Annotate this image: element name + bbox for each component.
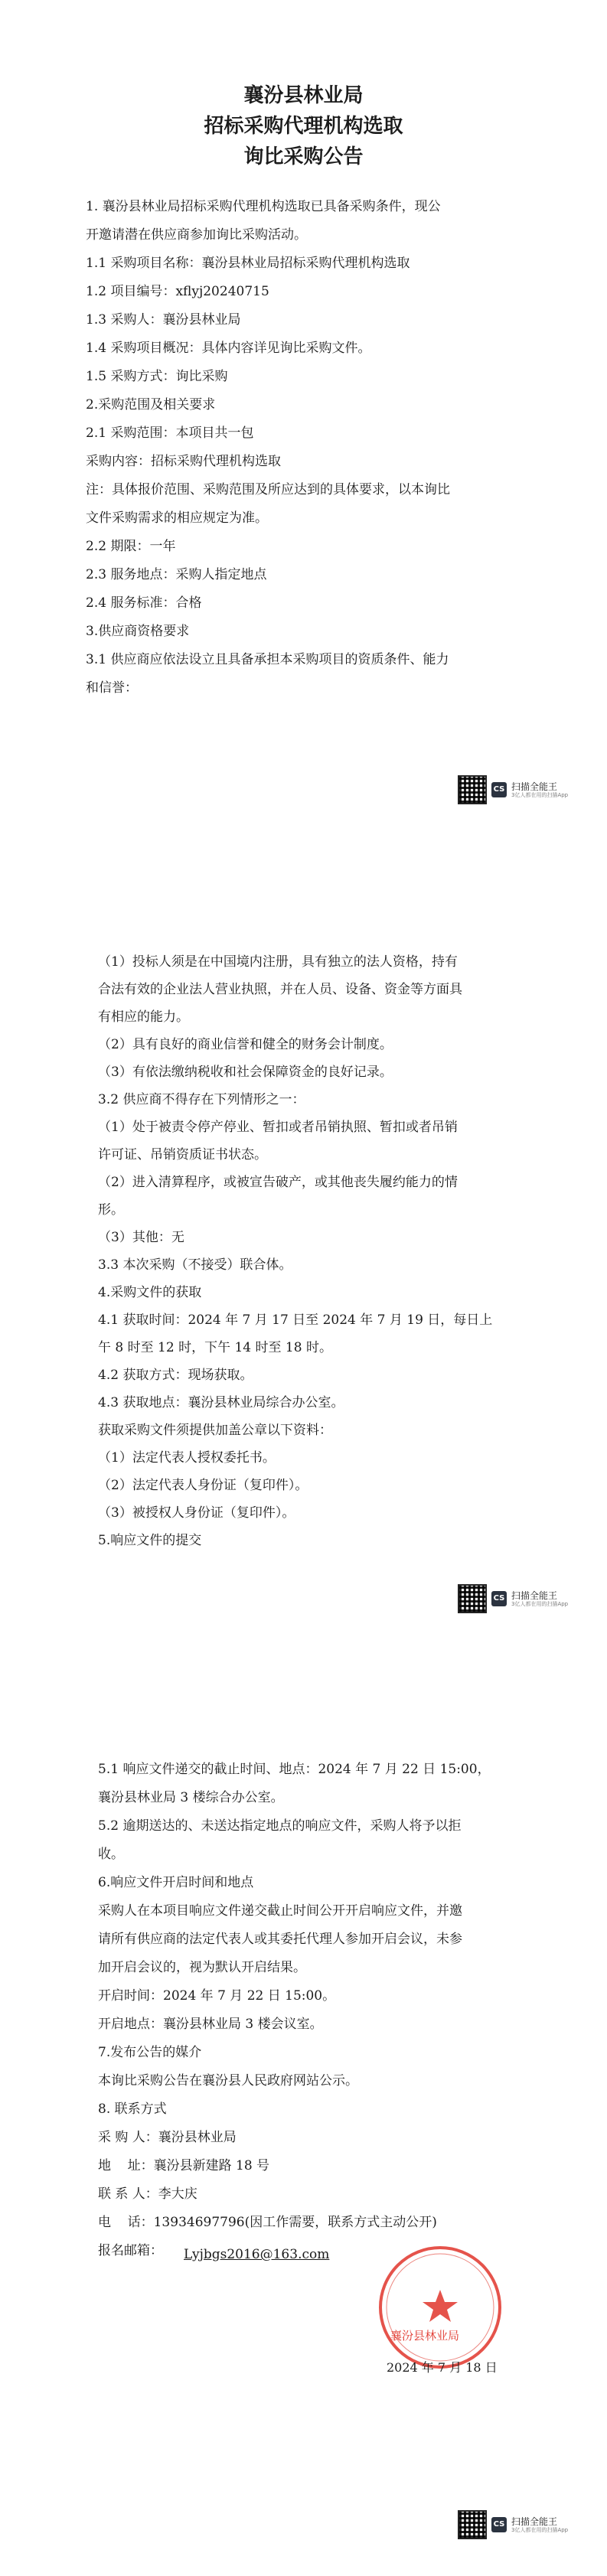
text-line: 开启时间：2024 年 7 月 22 日 15:00。 [98,1988,336,2004]
page-1 [0,0,607,857]
camscanner-logo-icon: CS [491,1591,507,1606]
page-3 [0,1714,607,2576]
text-line: 采购内容：招标采购代理机构选取 [86,454,281,469]
text-line: 2.3 服务地点：采购人指定地点 [86,567,267,582]
text-line: 电 话：13934697796(因工作需要，联系方式主动公开) [98,2215,437,2230]
text-line: 午 8 时至 12 时，下午 14 时至 18 时。 [98,1340,332,1355]
qr-code-icon [458,1584,487,1613]
watermark-sub: 3亿人都在用的扫描App [511,1600,569,1607]
text-line: 合法有效的企业法人营业执照，并在人员、设备、资金等方面具 [98,982,462,997]
text-line: 开邀请潜在供应商参加询比采购活动。 [86,227,307,243]
text-line: 2.2 期限：一年 [86,539,176,554]
seal-text: 襄汾县林业局 [390,2329,460,2343]
text-line: （2）进入清算程序，或被宣告破产，或其他丧失履约能力的情 [98,1175,458,1190]
text-line: 4.3 获取地点：襄汾县林业局综合办公室。 [98,1395,344,1410]
text-line: 本询比采购公告在襄汾县人民政府网站公示。 [98,2073,358,2089]
text-line: 襄汾县林业局 3 楼综合办公室。 [98,1790,284,1805]
text-line: （2）具有良好的商业信誉和健全的财务会计制度。 [98,1037,393,1052]
text-line: 3.2 供应商不得存在下列情形之一： [98,1092,305,1107]
text-line: 1.2 项目编号：xflyj20240715 [86,284,269,299]
text-line: 1. 襄汾县林业局招标采购代理机构选取已具备采购条件，现公 [86,199,441,214]
text-line: 3.供应商资格要求 [86,624,190,639]
text-line: 报名邮箱： [98,2243,163,2258]
text-line: 4.采购文件的获取 [98,1285,202,1300]
watermark [458,1584,568,1613]
text-line: 文件采购需求的相应规定为准。 [86,510,268,526]
camscanner-logo-icon: CS [491,782,507,797]
text-line: 4.1 获取时间：2024 年 7 月 17 日至 2024 年 7 月 19 日，每日上 [98,1312,493,1328]
watermark-sub: 3亿人都在用的扫描App [511,2526,569,2533]
text-line: （1）处于被责令停产停业、暂扣或者吊销执照、暂扣或者吊销 [98,1120,458,1135]
text-line: 4.2 获取方式：现场获取。 [98,1368,253,1383]
watermark-name: 扫描全能王 [511,1590,558,1601]
text-line: 1.3 采购人：襄汾县林业局 [86,312,241,328]
text-line: 5.2 逾期送达的、未送达指定地点的响应文件，采购人将予以拒 [98,1818,462,1834]
text-line: 请所有供应商的法定代表人或其委托代理人参加开启会议，未参 [98,1932,462,1947]
qr-code-icon [458,2510,487,2539]
text-line: 6.响应文件开启时间和地点 [98,1875,254,1890]
text-line: 1.4 采购项目概况：具体内容详见询比采购文件。 [86,341,371,356]
text-line: 注：具体报价范围、采购范围及所应达到的具体要求，以本询比 [86,482,450,497]
text-line: 收。 [98,1847,124,1862]
text-line: 采购人在本项目响应文件递交截止时间公开开启响应文件，并邀 [98,1903,462,1919]
email-link[interactable]: Lyjbgs2016@163.com [184,2247,330,2262]
official-seal-icon [375,2242,505,2372]
text-line: 5.响应文件的提交 [98,1533,202,1548]
text-line: 和信誉： [86,680,138,696]
text-line: 3.1 供应商应依法设立且具备承担本采购项目的资质条件、能力 [86,652,449,667]
text-line: 形。 [98,1202,124,1218]
watermark-name: 扫描全能王 [511,781,558,792]
text-line: 5.1 响应文件递交的截止时间、地点：2024 年 7 月 22 日 15:00， [98,1762,491,1777]
text-line: （2）法定代表人身份证（复印件）。 [98,1478,308,1493]
watermark-name: 扫描全能王 [511,2516,558,2527]
text-line: 加开启会议的，视为默认开启结果。 [98,1960,306,1975]
page-2 [0,857,607,1714]
watermark [458,775,568,804]
title-line-3: 询比采购公告 [243,145,364,168]
watermark-sub: 3亿人都在用的扫描App [511,791,569,798]
text-line: 1.5 采购方式：询比采购 [86,369,228,384]
watermark [458,2510,568,2539]
text-line: （1）投标人须是在中国境内注册，具有独立的法人资格，持有 [98,954,458,970]
text-line: 联 系 人：李大庆 [98,2186,197,2202]
text-line: （1）法定代表人授权委托书。 [98,1450,276,1466]
text-line: （3）其他：无 [98,1230,184,1245]
text-line: （3）被授权人身份证（复印件）。 [98,1505,295,1521]
text-line: 采 购 人：襄汾县林业局 [98,2130,237,2145]
text-line: 获取采购文件须提供加盖公章以下资料： [98,1423,332,1438]
title-line-2: 招标采购代理机构选取 [204,115,403,138]
text-line: （3）有依法缴纳税收和社会保障资金的良好记录。 [98,1065,393,1080]
seal-date: 2024 年 7 月 18 日 [387,2360,498,2375]
text-line: 地 址：襄汾县新建路 18 号 [98,2158,270,2173]
text-line: 2.4 服务标准：合格 [86,595,202,611]
text-line: 有相应的能力。 [98,1009,189,1025]
text-line: 许可证、吊销资质证书状态。 [98,1147,267,1162]
text-line: 2.采购范围及相关要求 [86,397,216,412]
qr-code-icon [458,775,487,804]
title-line-1: 襄汾县林业局 [243,84,364,107]
camscanner-logo-icon: CS [491,2517,507,2532]
text-line: 开启地点：襄汾县林业局 3 楼会议室。 [98,2017,323,2032]
text-line: 2.1 采购范围：本项目共一包 [86,426,254,441]
text-line: 7.发布公告的媒介 [98,2045,202,2060]
text-line: 8. 联系方式 [98,2102,167,2117]
text-line: 1.1 采购项目名称：襄汾县林业局招标采购代理机构选取 [86,256,410,271]
text-line: 3.3 本次采购（不接受）联合体。 [98,1257,292,1273]
